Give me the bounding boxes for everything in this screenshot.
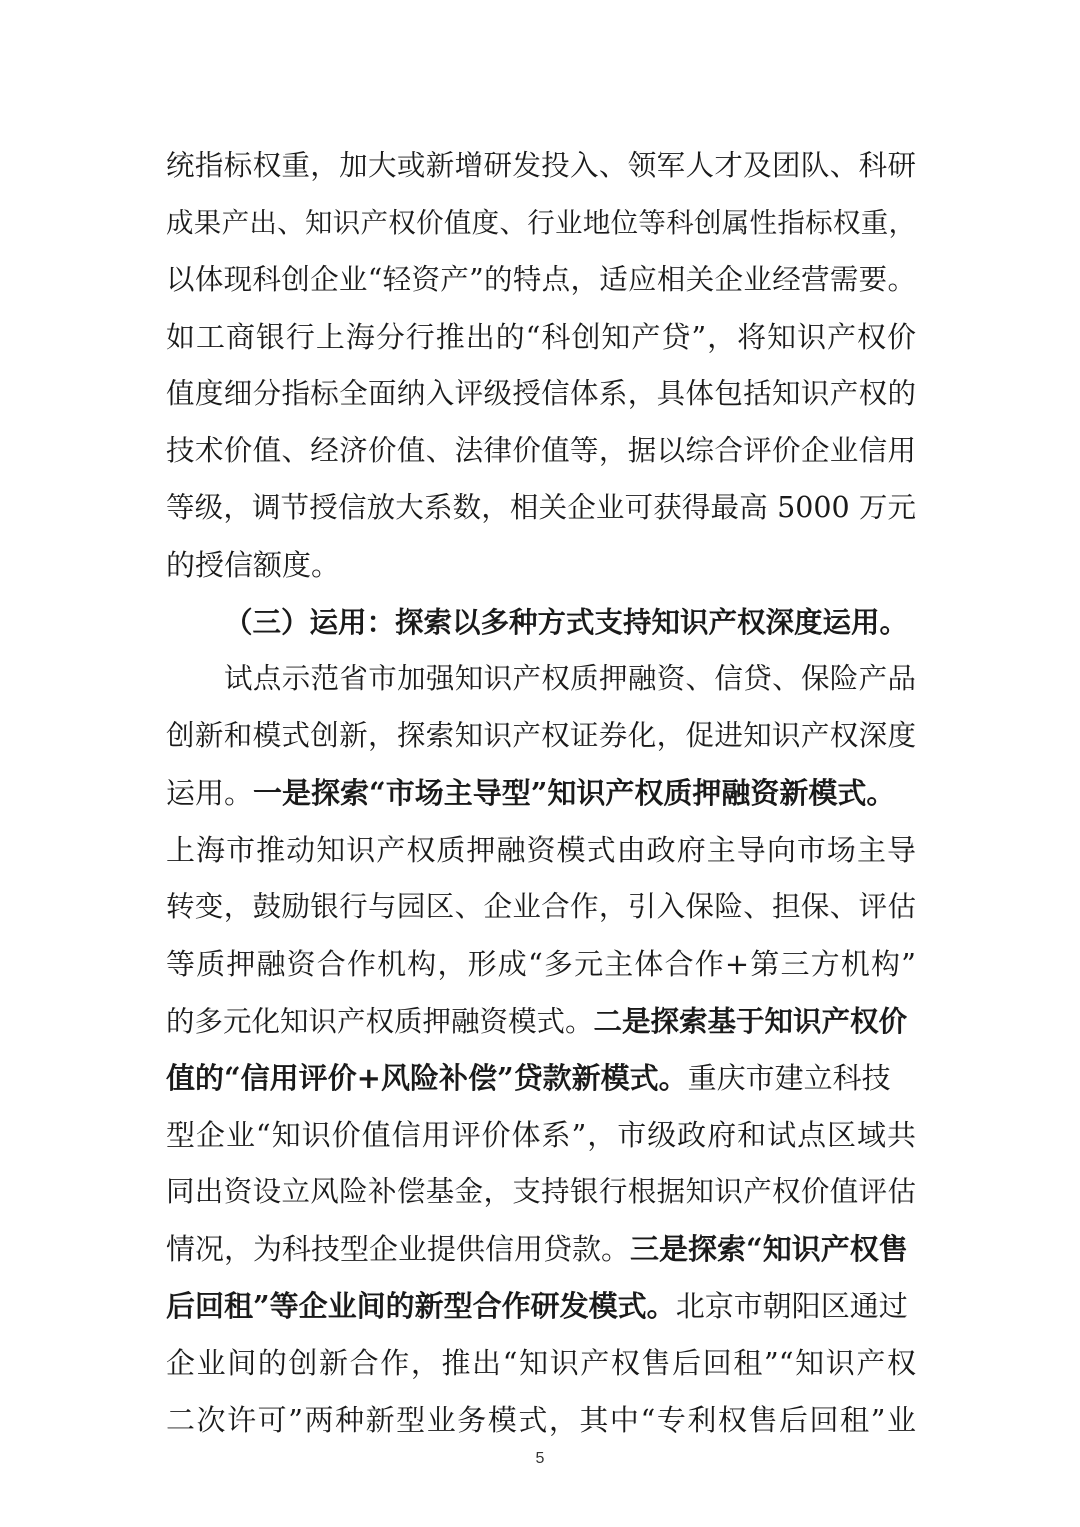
paragraph-line: 上海市推动知识产权质押融资模式由政府主导向市场主导 (166, 833, 916, 867)
paragraph-line: 转变，鼓励银行与园区、企业合作，引入保险、担保、评估 (166, 890, 916, 923)
bold-text-run: 值的“信用评价+风险补偿”贷款新模式。 (166, 1061, 688, 1095)
paragraph-line: 统指标权重，加大或新增研发投入、领军人才及团队、科研 (166, 149, 916, 182)
paragraph-line: 等级，调节授信放大系数，相关企业可获得最高 5000 万元 (166, 491, 916, 524)
paragraph-line (166, 1286, 916, 1326)
paragraph-line (166, 1229, 916, 1269)
text-run: 的多元化知识产权质押融资模式。 (166, 1005, 594, 1038)
paragraph-line: 型企业“知识价值信用评价体系”，市级政府和试点区域共 (166, 1118, 916, 1152)
paragraph-line: 创新和模式创新，探索知识产权证券化，促进知识产权深度 (166, 719, 916, 752)
text-run: 运用。 (166, 776, 254, 810)
paragraph-line: 试点示范省市加强知识产权质押融资、信贷、保险产品 (224, 662, 916, 695)
paragraph-line (166, 1058, 916, 1098)
paragraph-line: 的授信额度。 (166, 548, 341, 582)
text-run: 重庆市建立科技 (687, 1061, 891, 1095)
page-number: 5 (535, 1450, 545, 1467)
paragraph-line: 如工商银行上海分行推出的“科创知产贷”，将知识产权价 (166, 320, 916, 354)
paragraph-line: 等质押融资合作机构，形成“多元主体合作+第三方机构” (166, 947, 916, 981)
paragraph-line: 同出资设立风险补偿基金，支持银行根据知识产权价值评估 (166, 1175, 916, 1208)
section-heading: （三）运用：探索以多种方式支持知识产权深度运用。 (224, 605, 909, 639)
paragraph-line: 以体现科创企业“轻资产”的特点，适应相关企业经营需要。 (166, 263, 916, 296)
text-run: 情况，为科技型企业提供信用贷款。 (166, 1232, 631, 1266)
bold-text-run: 三是探索“知识产权售 (630, 1232, 908, 1266)
text-run: 北京市朝阳区通过 (675, 1289, 908, 1323)
bold-text-run: 一是探索“市场主导型”知识产权质押融资新模式。 (253, 776, 896, 810)
paragraph-line (166, 773, 916, 813)
paragraph-line (166, 1001, 916, 1041)
paragraph-line: 二次许可”两种新型业务模式，其中“专利权售后回租”业 (166, 1403, 916, 1437)
paragraph-line: 企业间的创新合作，推出“知识产权售后回租”“知识产权 (166, 1346, 916, 1380)
paragraph-line: 成果产出、知识产权价值度、行业地位等科创属性指标权重， (166, 207, 916, 239)
paragraph-line: 技术价值、经济价值、法律价值等，据以综合评价企业信用 (166, 434, 916, 467)
paragraph-line: 值度细分指标全面纳入评级授信体系，具体包括知识产权的 (166, 377, 916, 410)
bold-text-run: 二是探索基于知识产权价 (593, 1004, 908, 1038)
bold-text-run: 后回租”等企业间的新型合作研发模式。 (166, 1289, 676, 1323)
